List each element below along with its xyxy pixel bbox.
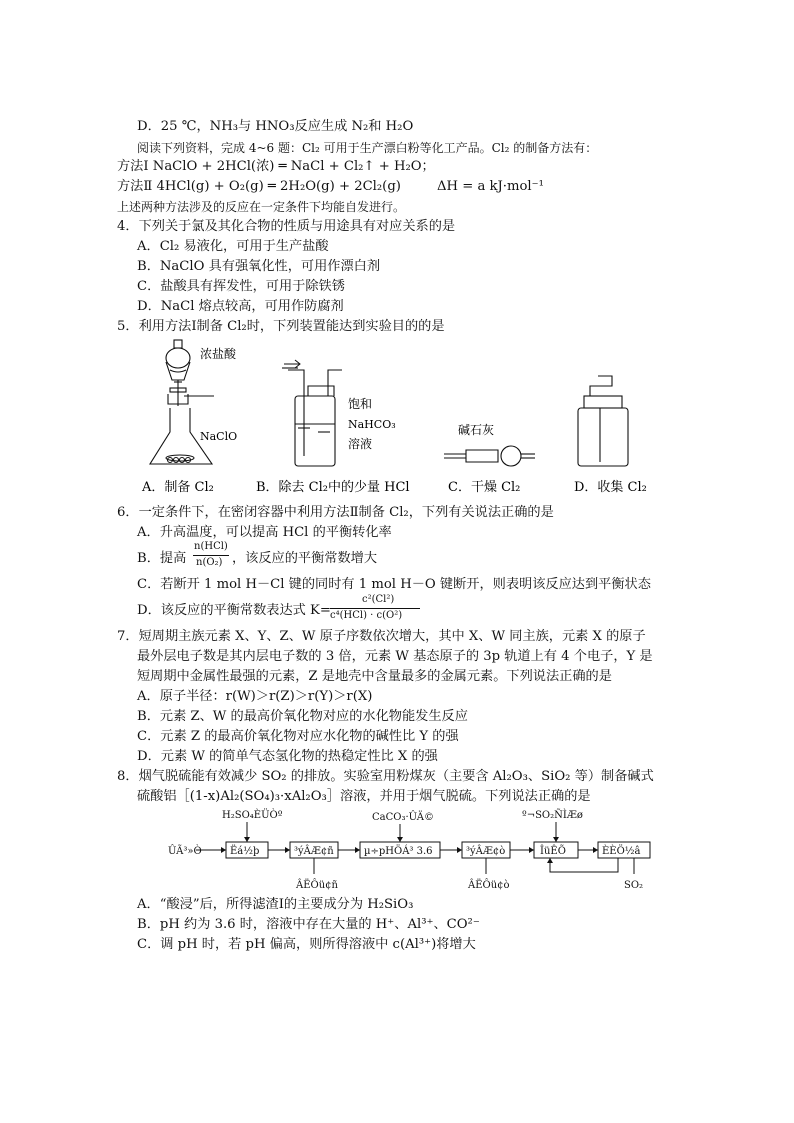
flow-box-6: ÈÈÖ½â: [602, 846, 641, 857]
flow-top-acid: H₂SO₄ÈÜÒº: [222, 810, 283, 821]
method-2: 方法Ⅱ 4HCl(g) + O₂(g) ═ 2H₂O(g) + 2Cl₂(g): [117, 179, 401, 194]
q8-stem-2: 硫酸铝［(1-x)Al₂(SO₄)₃·xAl₂O₃］溶液，并用于烟气脱硫。下列说法正确的是: [137, 789, 591, 804]
q6-option-b-denominator: n(O₂): [196, 557, 223, 568]
q6-option-b-pre: B．提高: [137, 551, 187, 566]
q4-option-c: C．盐酸具有挥发性，可用于除铁锈: [137, 279, 345, 294]
q6-option-a: A．升高温度，可以提高 HCl 的平衡转化率: [137, 525, 392, 540]
flow-top-caco3: CaCO₃·ÛÄ©: [372, 812, 434, 823]
reading-intro: 阅读下列资料，完成 4~6 题：Cl₂ 可用于生产漂白粉等化工产品。Cl₂ 的制备方法有：: [137, 141, 598, 155]
q8-option-b: B．pH 约为 3.6 时，溶液中存在大量的 H⁺、Al³⁺、CO²⁻: [137, 917, 480, 932]
q6-stem: 6．一定条件下，在密闭容器中利用方法Ⅱ制备 Cl₂，下列有关说法正确的是: [117, 505, 554, 520]
caption-b: B．除去 Cl₂中的少量 HCl: [256, 480, 410, 495]
q7-option-a: A．原子半径：r(W)＞r(Z)＞r(Y)＞r(X): [137, 689, 373, 704]
method-1: 方法Ⅰ NaClO + 2HCl(浓) ═ NaCl + Cl₂↑ + H₂O；: [117, 159, 435, 174]
q6-option-b-numerator: n(HCl): [194, 541, 228, 552]
q7-option-c: C．元素 Z 的最高价氧化物对应水化物的碱性比 Y 的强: [137, 729, 459, 744]
flow-box-3: µ÷pHÖÁ³ 3.6: [364, 846, 433, 857]
q5-stem: 5．利用方法Ⅰ制备 Cl₂时，下列装置能达到实验目的的是: [117, 319, 445, 334]
label-nahco3: NaHCO₃: [348, 418, 396, 431]
reading-note: 上述两种方法涉及的反应在一定条件下均能自发进行。: [117, 200, 406, 214]
q6-fraction-bar: [193, 555, 229, 556]
flow-below-2: ÂËÔü¢ñ: [296, 880, 338, 891]
caption-c: C．干燥 Cl₂: [448, 480, 521, 495]
q8-stem-1: 8．烟气脱硫能有效减少 SO₂ 的排放。实验室用粉煤灰（主要含 Al₂O₃、SiO₂ 等）制备碱式: [117, 769, 654, 784]
q7-stem-3: 短周期中金属性最强的元素，Z 是地壳中含量最多的金属元素。下列说法正确的是: [137, 669, 612, 684]
q6-option-c: C．若断开 1 mol H－Cl 键的同时有 1 mol H－O 键断开，则表明该反应达到平衡状态: [137, 577, 651, 592]
flow-input: ÛÃ³»Ò: [168, 846, 202, 857]
q3-option-d: D．25 ℃，NH₃与 HNO₃反应生成 N₂和 H₂O: [137, 119, 414, 134]
caption-a: A．制备 Cl₂: [142, 480, 214, 495]
q6-k-fraction-bar: [330, 608, 420, 609]
q6-option-d-denominator: c⁴(HCl) · c(O²): [330, 610, 403, 621]
label-saturated: 饱和: [348, 397, 373, 411]
q7-option-b: B．元素 Z、W 的最高价氧化物对应的水化物能发生反应: [137, 709, 468, 724]
q7-stem-2: 最外层电子数是其内层电子数的 3 倍，元素 W 基态原子的 3p 轨道上有 4 个电子，Y 是: [137, 649, 653, 664]
flow-output-so2: SO₂: [624, 880, 644, 891]
q4-stem: 4．下列关于氯及其化合物的性质与用途具有对应关系的是: [117, 219, 456, 234]
process-flow-diagram: [160, 806, 670, 896]
q8-option-c: C．调 pH 时，若 pH 偏高，则所得溶液中 c(Al³⁺)将增大: [137, 937, 476, 952]
flow-box-5: ÎüÊÕ: [540, 846, 566, 857]
method-2-enthalpy: ΔH = a kJ·mol⁻¹: [437, 179, 544, 194]
q6-option-d-numerator: c²(Cl²): [362, 594, 395, 605]
flow-top-so2: º¬SO₂ÑÌÆø: [522, 810, 583, 821]
label-naclo: NaClO: [200, 430, 238, 443]
label-soda-lime: 碱石灰: [458, 423, 495, 437]
q8-option-a: A．“酸浸”后，所得滤渣Ⅰ的主要成分为 H₂SiO₃: [137, 897, 414, 912]
q7-stem-1: 7．短周期主族元素 X、Y、Z、W 原子序数依次增大，其中 X、W 同主族，元素 X 的原子: [117, 629, 646, 644]
q4-option-d: D．NaCl 熔点较高，可用作防腐剂: [137, 299, 344, 314]
q4-option-b: B．NaClO 具有强氧化性，可用作漂白剂: [137, 259, 381, 274]
q6-option-b-post: ，该反应的平衡常数增大: [232, 551, 378, 566]
flow-box-2: ³ýÂÆ¢ñ: [294, 846, 334, 857]
label-solution: 溶液: [348, 437, 373, 451]
apparatus-figure: [130, 336, 670, 498]
label-concentrated-hcl: 浓盐酸: [200, 347, 237, 361]
q6-option-d-pre: D．该反应的平衡常数表达式 K=: [137, 603, 331, 618]
q4-option-a: A．Cl₂ 易液化，可用于生产盐酸: [137, 239, 329, 254]
caption-d: D．收集 Cl₂: [574, 480, 647, 495]
flow-below-4: ÂËÔü¢ò: [468, 880, 510, 891]
flow-box-1: Ëá½þ: [230, 846, 260, 857]
flow-box-4: ³ýÂÆ¢ò: [466, 846, 506, 857]
q7-option-d: D．元素 W 的简单气态氢化物的热稳定性比 X 的强: [137, 749, 438, 764]
